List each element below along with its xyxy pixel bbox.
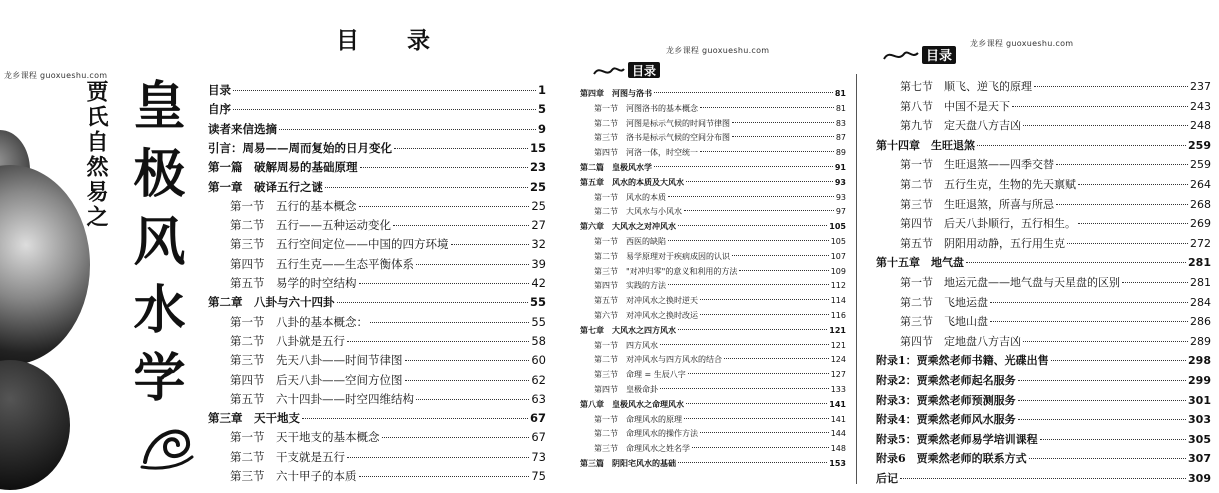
book-subtitle: 贾氏自然易之: [83, 80, 108, 230]
toc-entry-page: 58: [531, 333, 546, 348]
toc-entry-page: 32: [531, 237, 546, 252]
toc-entry-page: 281: [1190, 276, 1211, 289]
toc-leader-dots: [359, 283, 530, 284]
toc-entry-title: 第一节 八卦的基本概念：: [230, 314, 368, 329]
toc-entry-page: 289: [1190, 334, 1211, 348]
toc-entry: [876, 411, 1211, 427]
toc-entry-title: 第二节 易学原理对于疾病成因的认识: [594, 251, 730, 261]
toc-entry-page: 305: [1188, 432, 1211, 446]
toc-entry-page: 303: [1188, 413, 1211, 427]
toc-entry: [580, 162, 846, 173]
toc-entry-title: 第一篇 破解周易的基础原理: [208, 160, 358, 175]
toc-entry-title: 第二节 五行生克，生物的先天禀赋: [900, 178, 1076, 191]
toc-entry-page: 148: [830, 444, 846, 454]
toc-entry-page: 141: [830, 414, 846, 424]
toc-entry-page: 25: [529, 179, 546, 194]
toc-entry-title: 第四节 五行生克——生态平衡体系: [230, 256, 414, 271]
toc-leader-dots: [966, 262, 1186, 263]
toc-leader-dots: [990, 302, 1188, 303]
toc-entry-title: 第一节 命理风水的原理: [594, 414, 682, 424]
toc-entry-page: 1: [537, 83, 546, 97]
toc-entry: [208, 410, 546, 426]
toc-leader-dots: [416, 264, 529, 265]
toc-entry-page: 97: [835, 207, 846, 217]
toc-entry-title: 第一节 天干地支的基本概念: [230, 430, 380, 445]
toc-entry: [208, 372, 546, 388]
toc-entry: [208, 140, 546, 156]
toc-leader-dots: [660, 388, 829, 389]
toc-entry-title: 后记: [876, 472, 898, 485]
toc-entry-page: 5: [537, 102, 546, 117]
toc-leader-dots: [233, 109, 536, 110]
toc-entry-page: 309: [1188, 472, 1211, 485]
toc-entry: [208, 294, 546, 310]
toc-entry-page: 133: [830, 385, 846, 394]
toc-entry-page: 153: [829, 459, 846, 468]
toc-entry-title: 第一节 河图洛书的基本概念: [594, 103, 698, 113]
toc-leader-dots: [337, 302, 528, 303]
toc-entry-title: 第五节 对冲风水之换时逆天: [594, 296, 698, 306]
toc-entry-title: 第三篇 阴阳宅风水的基础: [580, 458, 676, 468]
toc-leader-dots: [302, 418, 528, 419]
cover-orb: [0, 165, 90, 365]
toc-entry-title: 第六节 对冲风水之换时改运: [594, 311, 698, 320]
toc-entry-page: 73: [531, 449, 546, 464]
toc-leader-dots: [394, 148, 528, 149]
toc-entry: [208, 333, 546, 349]
toc-entry-page: 83: [835, 118, 846, 128]
toc-entry: [208, 217, 546, 233]
toc-entry: [876, 450, 1211, 466]
toc-entry-title: 第三节 飞地山盘: [900, 315, 988, 329]
toc-entry-page: 9: [537, 121, 546, 136]
toc-leader-dots: [347, 341, 529, 342]
toc-entry-title: 第七节 顺飞、逆飞的原理: [900, 80, 1032, 93]
toc-entry-page: 81: [835, 103, 846, 113]
toc-entry-title: 第二节 八卦就是五行: [230, 333, 345, 348]
toc-entry-title: 第三节 洛书是标示气候的空间分布图: [594, 133, 730, 143]
toc-entry-title: 第二节 大风水与小风水: [594, 207, 682, 217]
toc-entry-page: 89: [835, 148, 846, 158]
toc-entry-page: 243: [1190, 99, 1211, 113]
toc-entry-page: 299: [1188, 374, 1211, 387]
toc-entry-page: 286: [1190, 315, 1211, 329]
toc-leader-dots: [688, 373, 829, 374]
toc-leader-dots: [1029, 458, 1186, 459]
toc-entry-title: 第二节 对冲风水与四方风水的结合: [594, 355, 722, 365]
toc-leader-dots: [684, 418, 829, 419]
toc-leader-dots: [700, 432, 829, 433]
toc-leader-dots: [686, 403, 827, 404]
toc-leader-dots: [700, 107, 834, 108]
toc-leader-dots: [732, 255, 829, 256]
toc-entry-page: 60: [531, 353, 546, 368]
toc-leader-dots: [405, 360, 530, 361]
toc-leader-dots: [1023, 125, 1188, 126]
toc-logo-icon: [882, 44, 958, 70]
toc-entry-page: 63: [531, 391, 546, 406]
toc-entry: [876, 372, 1211, 388]
toc-logo-icon: [592, 60, 662, 84]
toc-entry-page: 127: [830, 370, 846, 380]
toc-entry: [580, 103, 846, 114]
toc-entry: [876, 352, 1211, 368]
toc-entry-page: 75: [531, 469, 546, 483]
toc-leader-dots: [900, 478, 1186, 479]
toc-entry: [208, 198, 546, 214]
toc-leader-dots: [654, 166, 833, 167]
toc-entry-title: 附录3：贾乘然老师预测服务: [876, 393, 1016, 407]
toc-entry: [580, 310, 846, 321]
toc-entry-title: 第一节 地运元盘——地气盘与天星盘的区别: [900, 276, 1120, 289]
toc-entry-page: 105: [829, 222, 846, 232]
toc-entry: [876, 392, 1211, 408]
toc-leader-dots: [977, 145, 1186, 146]
toc-entry-title: 第十四章 生旺退煞: [876, 138, 975, 152]
toc-logo-text: 目录: [631, 64, 657, 78]
toc-entry-title: 第一节 四方风水: [594, 340, 658, 350]
toc-entry: [580, 88, 846, 99]
toc-leader-dots: [1078, 223, 1188, 224]
toc-leader-dots: [451, 244, 530, 245]
toc-entry: [208, 256, 546, 272]
toc-leader-dots: [732, 136, 834, 137]
toc-entry-title: 第四章 河图与洛书: [580, 88, 652, 98]
toc-entry-title: 第一节 西医的缺陷: [594, 237, 666, 246]
toc-panel-3: [850, 0, 1219, 493]
toc-entry-title: 附录6 贾乘然老师的联系方式: [876, 452, 1027, 466]
toc-entry-title: 第三节 生旺退煞，所喜与所忌: [900, 197, 1054, 211]
toc-entry: [208, 179, 546, 195]
toc-entry-title: 第二节 干支就是五行: [230, 449, 345, 464]
toc-leader-dots: [1023, 341, 1188, 342]
toc-entry: [208, 391, 546, 407]
toc-entry-title: 第十五章 地气盘: [876, 256, 964, 270]
toc-entry-title: 第二节 河图是标示气候的时间节律图: [594, 118, 730, 128]
toc-leader-dots: [654, 92, 833, 93]
toc-entry: [208, 429, 546, 445]
toc-entry: [580, 206, 846, 217]
toc-leader-dots: [668, 196, 834, 197]
toc-entry-page: 81: [834, 89, 846, 98]
toc-entry: [580, 340, 846, 351]
toc-entry-page: 114: [830, 296, 846, 306]
toc-entry-title: 读者来信选摘: [208, 121, 277, 136]
toc-entry-title: 第二节 命理风水的操作方法: [594, 429, 698, 439]
toc-leader-dots: [678, 225, 827, 226]
toc-entry-title: 第五节 阴阳用动静，五行用生克: [900, 236, 1065, 250]
toc-entry-title: 第四节 后天八卦——空间方位图: [230, 372, 403, 387]
toc-leader-dots: [700, 151, 834, 152]
toc-entry-page: 268: [1190, 197, 1211, 211]
cover-watermark: 龙乡课程 guoxueshu.com: [4, 71, 108, 80]
toc-entry-page: 25: [531, 198, 546, 213]
toc-entry-page: 284: [1190, 295, 1211, 309]
toc-entry-page: 93: [835, 192, 846, 202]
toc-entry-page: 116: [830, 311, 846, 320]
swirl-ornament: [140, 412, 195, 472]
toc-entry: [876, 98, 1211, 114]
toc-leader-dots: [1051, 360, 1186, 361]
toc-entry: [580, 354, 846, 365]
toc-entry-page: 248: [1190, 119, 1211, 133]
toc-entry-title: 第五节 易学的时空结构: [230, 276, 357, 290]
toc-entry-page: 15: [529, 140, 546, 155]
toc-entry: [580, 414, 846, 425]
toc-entry-title: 第二节 五行——五种运动变化: [230, 218, 391, 233]
toc-entry-title: 附录5：贾乘然老师易学培训课程: [876, 432, 1038, 446]
toc-entry-page: 109: [830, 266, 846, 276]
toc-entry-title: 第二篇 皇极风水学: [580, 162, 652, 172]
toc-leader-dots: [739, 270, 828, 271]
toc-entry-title: 第一节 生旺退煞——四季交替: [900, 158, 1054, 172]
toc-panel-1: [196, 0, 558, 493]
toc-leader-dots: [724, 358, 829, 359]
toc-entry-title: 第二节 飞地运盘: [900, 295, 988, 309]
toc-entry-title: 附录2：贾乘然老师起名服务: [876, 374, 1016, 387]
toc-entry-page: 301: [1188, 393, 1211, 407]
toc-leader-dots: [700, 314, 829, 315]
toc-leader-dots: [990, 321, 1188, 322]
toc-entry-page: 141: [829, 399, 846, 409]
toc-entry-page: 62: [531, 372, 546, 387]
toc-entry-title: 第四节 后天八卦顺行，五行相生。: [900, 217, 1076, 231]
toc-entry-page: 124: [830, 355, 846, 365]
panel3-watermark: 龙乡课程 guoxueshu.com: [970, 39, 1074, 48]
toc-entry: [580, 443, 846, 454]
toc-entry: [580, 458, 846, 469]
toc-leader-dots: [692, 447, 829, 448]
toc-leader-dots: [678, 329, 827, 330]
toc-entry-page: 269: [1190, 217, 1211, 231]
toc-entry: [876, 431, 1211, 447]
toc-entry: [580, 399, 846, 410]
toc-entry-title: 第三节 "对冲归零"的意义和利用的方法: [594, 266, 738, 276]
toc-entry: [208, 101, 546, 117]
toc-leader-dots: [279, 129, 536, 130]
toc-leader-dots: [1122, 282, 1188, 283]
toc-leader-dots: [405, 380, 530, 381]
toc-entry-page: 91: [834, 163, 846, 172]
toc-entry: [208, 82, 546, 98]
toc-entry: [876, 313, 1211, 329]
toc-entry-page: 237: [1190, 80, 1211, 93]
toc-entry-page: 93: [834, 177, 846, 187]
toc-entry: [580, 118, 846, 129]
toc-entry: [208, 449, 546, 465]
toc-entry: [208, 468, 546, 484]
toc-entry-title: 附录4：贾乘然老师风水服务: [876, 413, 1016, 427]
toc-entry: [208, 275, 546, 291]
toc-leader-dots: [1018, 419, 1186, 420]
toc-entry-page: 121: [829, 325, 846, 335]
toc-entry-title: 自序: [208, 102, 231, 117]
toc-entry: [876, 196, 1211, 212]
toc-entry-title: 附录1：贾乘然老师书籍、光碟出售: [876, 354, 1049, 368]
toc-entry-title: 第四节 定地盘八方吉凶: [900, 334, 1021, 348]
toc-entry-page: 39: [531, 256, 546, 271]
binding-line: [856, 74, 857, 484]
toc-entry: [580, 221, 846, 232]
toc-entry: [876, 235, 1211, 251]
toc-entry-page: 281: [1188, 256, 1211, 270]
toc-entry: [580, 369, 846, 380]
toc-entry-page: 259: [1190, 158, 1211, 172]
toc-entry: [580, 177, 846, 188]
toc-entry: [876, 137, 1211, 153]
toc-heading: 目 录: [336, 28, 451, 54]
toc-entry-page: 107: [830, 251, 846, 261]
toc-leader-dots: [1012, 106, 1188, 107]
toc-leader-dots: [233, 90, 536, 91]
toc-leader-dots: [1018, 380, 1186, 381]
toc-entry-page: 27: [531, 218, 546, 233]
toc-entry-title: 第七章 大风水之四方风水: [580, 324, 676, 335]
toc-entry-page: 67: [531, 430, 546, 445]
toc-entry: [580, 236, 846, 247]
toc-leader-dots: [1034, 86, 1188, 87]
toc-entry-title: 第三节 六十甲子的本质: [230, 469, 357, 483]
toc-entry-title: 第九节 定天盘八方吉凶: [900, 119, 1021, 133]
toc-entry-title: 第一章 破译五行之谜: [208, 179, 323, 194]
toc-leader-dots: [1078, 184, 1188, 185]
toc-entry-page: 105: [830, 237, 846, 246]
toc-leader-dots: [382, 437, 530, 438]
toc-entry-page: 87: [835, 133, 846, 143]
toc-entry: [876, 117, 1211, 133]
toc-entry: [580, 280, 846, 291]
toc-entry-title: 第五章 风水的本质及大风水: [580, 176, 684, 187]
toc-entry: [876, 333, 1211, 349]
toc-entry-title: 第五节 六十四卦——时空四维结构: [230, 391, 414, 406]
toc-entry: [208, 352, 546, 368]
toc-entry: [208, 121, 546, 137]
toc-entry: [876, 215, 1211, 231]
toc-entry-title: 引言：周易——周而复始的日月变化: [208, 140, 392, 155]
toc-entry-title: 第四节 河洛一体，时空统一: [594, 148, 698, 158]
book-title: 皇极风水学: [124, 78, 184, 418]
toc-entry-page: 112: [830, 281, 846, 291]
toc-entry-title: 第三节 先天八卦——时间节律图: [230, 353, 403, 368]
toc-entry: [876, 176, 1211, 192]
toc-entry-page: 42: [531, 276, 546, 290]
toc-entry: [876, 254, 1211, 270]
toc-entry: [580, 384, 846, 395]
toc-entry-page: 23: [529, 160, 546, 175]
toc-entry-title: 第八节 中国不是天下: [900, 99, 1010, 113]
toc-entry: [876, 156, 1211, 172]
toc-entry-title: 目录: [208, 83, 231, 97]
toc-entry: [876, 274, 1211, 290]
toc-leader-dots: [678, 462, 827, 463]
toc-entry-title: 第四节 实践的方法: [594, 281, 666, 291]
toc-entry-page: 144: [830, 429, 846, 439]
toc-leader-dots: [359, 476, 530, 477]
cover-orb-bottom: [0, 360, 70, 490]
toc-entry: [876, 470, 1211, 486]
toc-entry: [580, 251, 846, 262]
toc-entry: [580, 325, 846, 336]
toc-leader-dots: [668, 240, 829, 241]
toc-entry: [580, 132, 846, 143]
toc-entry-title: 第三节 命理 = 生辰八字: [594, 370, 686, 380]
toc-entry-page: 298: [1188, 354, 1211, 368]
toc-leader-dots: [660, 344, 829, 345]
toc-entry: [580, 147, 846, 158]
toc-panel-2: [558, 0, 850, 493]
toc-entry-title: 第八章 皇极风水之命理风水: [580, 398, 684, 409]
toc-leader-dots: [360, 167, 528, 168]
toc-entry: [580, 266, 846, 277]
toc-entry-title: 第三节 命理风水之姓名学: [594, 444, 690, 454]
toc-leader-dots: [393, 225, 529, 226]
toc-leader-dots: [732, 122, 834, 123]
toc-logo-text: 目录: [925, 49, 953, 64]
toc-entry: [580, 428, 846, 439]
toc-leader-dots: [370, 322, 529, 323]
toc-entry-page: 264: [1190, 178, 1211, 191]
toc-leader-dots: [416, 399, 529, 400]
toc-leader-dots: [325, 187, 528, 188]
toc-entry-page: 307: [1188, 452, 1211, 466]
toc-leader-dots: [1067, 243, 1188, 244]
toc-leader-dots: [684, 210, 834, 211]
toc-entry-page: 259: [1188, 138, 1211, 152]
toc-leader-dots: [1040, 439, 1186, 440]
toc-entry-title: 第二章 八卦与六十四卦: [208, 295, 335, 310]
toc-leader-dots: [700, 299, 829, 300]
toc-entry: [580, 295, 846, 306]
toc-entry-page: 121: [830, 340, 846, 350]
toc-leader-dots: [1056, 164, 1188, 165]
toc-entry-page: 272: [1190, 236, 1211, 250]
toc-entry-title: 第一节 风水的本质: [594, 192, 666, 202]
toc-entry-title: 第六章 大风水之对冲风水: [580, 221, 676, 232]
cover-panel: [0, 0, 196, 493]
toc-entry-page: 67: [529, 411, 546, 426]
toc-leader-dots: [1018, 400, 1186, 401]
toc-entry: [876, 294, 1211, 310]
toc-entry: [580, 192, 846, 203]
toc-entry-title: 第一节 五行的基本概念: [230, 198, 357, 213]
toc-entry-page: 55: [529, 295, 546, 310]
toc-entry: [208, 236, 546, 252]
toc-leader-dots: [359, 206, 530, 207]
toc-entry: [876, 78, 1211, 94]
toc-entry-title: 第三节 五行空间定位——中国的四方环境: [230, 237, 449, 252]
toc-entry-title: 第四节 皇极命卦: [594, 385, 658, 394]
toc-leader-dots: [668, 284, 829, 285]
toc-entry-page: 55: [531, 314, 546, 329]
panel2-watermark: 龙乡课程 guoxueshu.com: [666, 46, 770, 55]
toc-leader-dots: [347, 457, 529, 458]
toc-entry: [208, 159, 546, 175]
toc-leader-dots: [1056, 204, 1188, 205]
toc-entry-title: 第三章 天干地支: [208, 411, 300, 426]
toc-leader-dots: [686, 181, 833, 182]
toc-entry: [208, 314, 546, 330]
